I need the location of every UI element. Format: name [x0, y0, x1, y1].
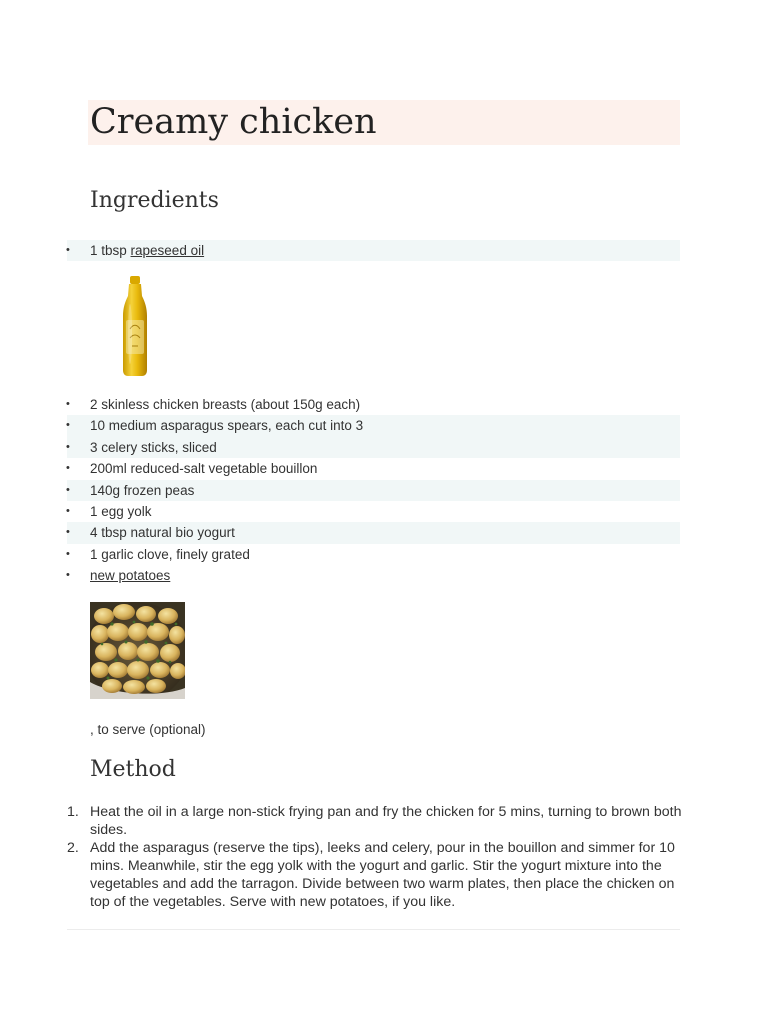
ingredient-text: 1 tbsp [90, 243, 131, 258]
ingredients-list-top [0, 240, 768, 261]
list-item: • 1 egg yolk [0, 501, 768, 522]
step-number: 2. [67, 840, 79, 856]
method-list [0, 803, 768, 911]
step-number: 1. [67, 804, 79, 820]
step-text: Heat the oil in a large non-stick frying pan and fry the chicken for 5 mins, turning to brown both sides. [90, 804, 682, 838]
ingredient-text: 10 medium asparagus spears, each cut into 3 [90, 418, 364, 434]
method-step [0, 803, 768, 839]
ingredient-text: 140g frozen peas [90, 482, 195, 498]
ingredient-text: 1 egg yolk [90, 503, 152, 519]
rapeseed-oil-image [118, 274, 152, 378]
method-heading: Method [90, 757, 176, 782]
method-step [0, 839, 768, 911]
step-text: Add the asparagus (reserve the tips), leeks and celery, pour in the bouillon and simmer for 10 mins. Meanwhile, stir the egg yolk with the yogurt and garlic. Stir the yogurt mixture into the vegetables and add the tarragon. Divide between two warm plates, then place the chicken on top of the vegetables. Serve with new potatoes, if you like. [90, 840, 675, 910]
list-item [0, 240, 768, 261]
page-title: Creamy chicken [90, 102, 377, 142]
list-item: • 1 garlic clove, finely grated [0, 544, 768, 565]
list-item: • 200ml reduced-salt vegetable bouillon [0, 458, 768, 479]
list-item: • 10 medium asparagus spears, each cut into 3 [0, 415, 768, 436]
rapeseed-oil-link[interactable]: rapeseed oil [130, 243, 205, 258]
list-item: • 3 celery sticks, sliced [0, 437, 768, 458]
bullet: • [66, 244, 70, 256]
ingredient-text: 200ml reduced-salt vegetable bouillon [90, 461, 318, 477]
list-item: • 4 tbsp natural bio yogurt [0, 522, 768, 543]
divider [67, 929, 680, 930]
ingredient-text: 4 tbsp natural bio yogurt [90, 525, 235, 541]
ingredient-text: 1 garlic clove, finely grated [90, 546, 250, 562]
ingredients-list [0, 394, 768, 587]
ingredient-text: 2 skinless chicken breasts (about 150g each) [90, 397, 361, 412]
new-potatoes-image [90, 602, 185, 699]
ingredient-text: 3 celery sticks, sliced [90, 439, 217, 455]
list-item: • new potatoes [66, 568, 171, 584]
list-item: • 140g frozen peas [0, 480, 768, 501]
list-item: • 2 skinless chicken breasts (about 150g each) [0, 394, 768, 415]
serve-note: , to serve (optional) [90, 722, 206, 737]
new-potatoes-link[interactable]: new potatoes [90, 568, 171, 584]
ingredients-heading: Ingredients [90, 188, 219, 213]
